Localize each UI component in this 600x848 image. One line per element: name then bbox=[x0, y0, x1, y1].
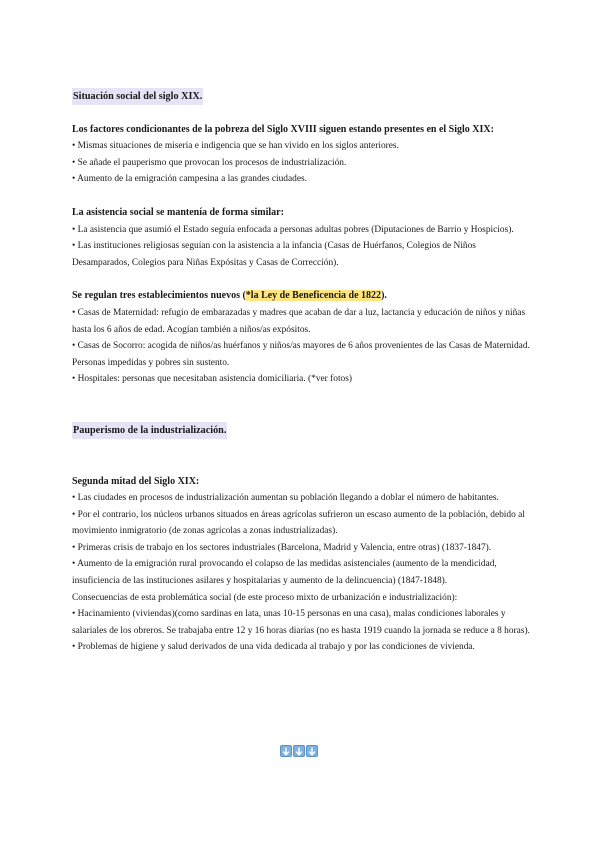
consequences-text: Consecuencias de esta problemática social (de este proceso mixto de urbanización e industrialización): bbox=[72, 592, 458, 603]
list-item: • Hacinamiento (viviendas)(como sardinas en lata, unas 10-15 personas en una casa), malas condiciones laborales y salariales de los obreros. Se trabajaba entre 12 y 16 horas diarias (no es hasta 1919 cuando la jornada se reduce a 8 horas). bbox=[72, 609, 530, 636]
down-arrow-icon bbox=[293, 745, 305, 757]
list-item: • Se añade el pauperismo que provocan los procesos de industrialización. bbox=[72, 157, 347, 168]
list-item: • Las instituciones religiosas seguían con la asistencia a la infancia (Casas de Huérfanos, Colegios de Niños Desamparados, Colegios para Niñas Expósitas y Casas de Corrección). bbox=[72, 241, 476, 268]
list-item: • Casas de Socorro: acogida de niños/as huérfanos y niños/as mayores de 6 años provenientes de las Casas de Maternidad. Personas impedidas y pobres sin sustento. bbox=[72, 341, 530, 368]
section-title-situacion bbox=[72, 88, 532, 106]
law-highlight: *la Ley de Beneficencia de 1822 bbox=[245, 290, 382, 302]
heading-establecimientos-start: Se regulan tres establecimientos nuevos ( bbox=[72, 290, 246, 302]
heading-asistencia: La asistencia social se mantenía de forma similar: bbox=[72, 206, 284, 218]
section-title-pauperismo bbox=[72, 422, 532, 440]
heading-establecimientos-end: ). bbox=[381, 290, 387, 302]
list-item: • Aumento de la emigración rural provocando el colapso de las medidas asistenciales (aumento de la mendicidad, insuficiencia de las instituciones asilares y hospitalarias y aumento de la delincuencia) (1847-1848). bbox=[72, 559, 497, 587]
heading-segunda-mitad: Segunda mitad del Siglo XIX: bbox=[72, 475, 200, 487]
list-item: • Primeras crisis de trabajo en los sectores industriales (Barcelona, Madrid y Valencia, entre otras) (1837-1847). bbox=[72, 542, 492, 553]
list-item: • Mismas situaciones de miseria e indigencia que se han vivido en los siglos anteriores. bbox=[72, 141, 399, 152]
document-content bbox=[72, 88, 532, 656]
list-item: • Las ciudades en procesos de industrialización aumentan su población llegando a doblar el número de habitantes. bbox=[72, 493, 499, 504]
list-item: • Problemas de higiene y salud derivados de una vida dedicada al trabajo y por las condiciones de vivienda. bbox=[72, 642, 475, 653]
list-item: • Casas de Maternidad: refugio de embarazadas y madres que acaban de dar a luz, lactancia y educación de niños y niñas hasta los 6 años de edad. Acogían también a niños/as expósitos. bbox=[72, 307, 526, 335]
heading-establecimientos bbox=[72, 288, 532, 305]
down-arrows bbox=[280, 745, 318, 757]
list-item: • La asistencia que asumió el Estado seguía enfocada a personas adultas pobres (Diputaciones de Barrio y Hospicios). bbox=[72, 224, 514, 235]
list-item: • Aumento de la emigración campesina a las grandes ciudades. bbox=[72, 174, 307, 185]
down-arrow-icon bbox=[306, 745, 318, 757]
section-title-text: Pauperismo de la industrialización. bbox=[72, 422, 227, 439]
down-arrow-icon bbox=[280, 745, 292, 757]
list-item: • Por el contrario, los núcleos urbanos situados en áreas agrícolas sufrieron un escaso aumento de la población, debido al movimiento inmigratorio (de zonas agrícolas a zonas industrializadas). bbox=[72, 509, 525, 537]
list-item: • Hospitales: personas que necesitaban asistencia domiciliaria. (*ver fotos) bbox=[72, 374, 353, 385]
heading-factores: Los factores condicionantes de la pobreza del Siglo XVIII siguen estando presentes en el Siglo XIX: bbox=[72, 123, 494, 135]
section-title-text: Situación social del siglo XIX. bbox=[72, 88, 203, 105]
